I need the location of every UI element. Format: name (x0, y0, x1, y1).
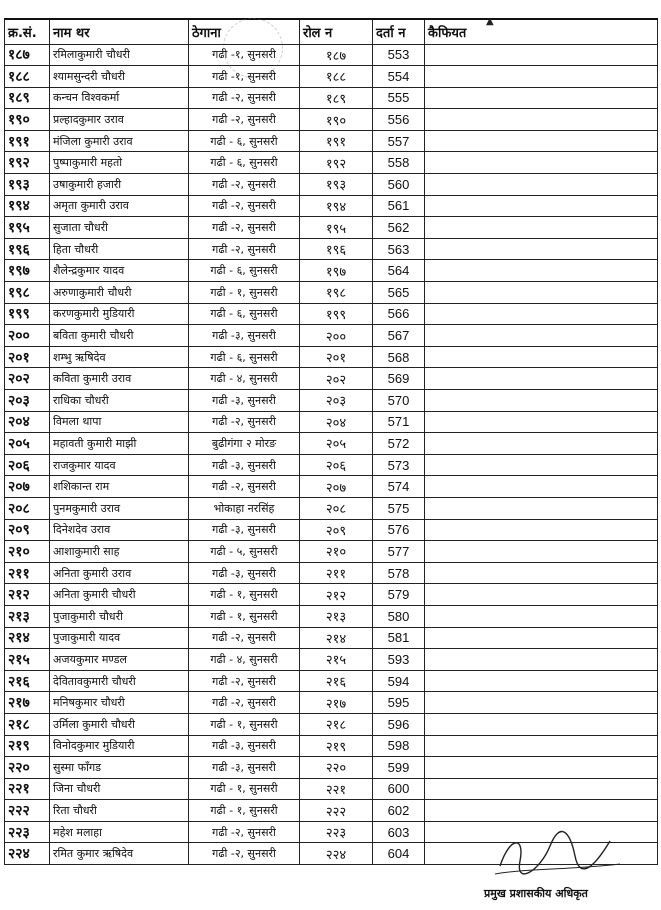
name-cell: रमित कुमार ऋषिदेव (50, 843, 189, 865)
header-registration-number: दर्ता न (373, 19, 425, 44)
serial-number-cell: २१२ (5, 584, 50, 606)
registration-number-cell: 567 (373, 325, 425, 347)
remarks-cell (425, 44, 658, 66)
roll-number-cell: २०४ (300, 411, 373, 433)
address-cell: गढी - १, सुनसरी (189, 778, 300, 800)
name-cell: बविता कुमारी चौधरी (50, 325, 189, 347)
address-cell: गढी -३, सुनसरी (189, 325, 300, 347)
registration-number-cell: 576 (373, 519, 425, 541)
table-row (5, 670, 658, 692)
name-cell: हिता चौधरी (50, 238, 189, 260)
registration-number-cell: 563 (373, 238, 425, 260)
roll-number-cell: १९५ (300, 217, 373, 239)
serial-number-cell: १९३ (5, 174, 50, 196)
registration-number-cell: 569 (373, 368, 425, 390)
serial-number-cell: २०४ (5, 411, 50, 433)
serial-number-cell: २१४ (5, 627, 50, 649)
roll-number-cell: १९४ (300, 195, 373, 217)
serial-number-cell: २०० (5, 325, 50, 347)
roll-number-cell: २१८ (300, 713, 373, 735)
registration-number-cell: 564 (373, 260, 425, 282)
remarks-cell (425, 627, 658, 649)
roll-number-cell: २१७ (300, 692, 373, 714)
table-row (5, 454, 658, 476)
registration-number-cell: 603 (373, 821, 425, 843)
table-row (5, 843, 658, 865)
serial-number-cell: २२४ (5, 843, 50, 865)
address-cell: गढी -२, सुनसरी (189, 195, 300, 217)
registration-number-cell: 596 (373, 713, 425, 735)
address-cell: गढी -२, सुनसरी (189, 670, 300, 692)
name-cell: शैलेन्द्रकुमार यादव (50, 260, 189, 282)
table-header-row (5, 19, 658, 44)
remarks-cell (425, 87, 658, 109)
serial-number-cell: १९४ (5, 195, 50, 217)
registration-number-cell: 594 (373, 670, 425, 692)
name-cell: रिता चौधरी (50, 800, 189, 822)
table-row (5, 217, 658, 239)
remarks-cell (425, 282, 658, 304)
name-cell: करणकुमारी मुडियारी (50, 303, 189, 325)
name-cell: देवितावकुमारी चौधरी (50, 670, 189, 692)
address-cell: गढी - ६, सुनसरी (189, 152, 300, 174)
table-row (5, 325, 658, 347)
serial-number-cell: १९५ (5, 217, 50, 239)
remarks-cell (425, 174, 658, 196)
roll-number-cell: २१४ (300, 627, 373, 649)
table-row (5, 368, 658, 390)
remarks-cell (425, 605, 658, 627)
roll-number-cell: २०१ (300, 346, 373, 368)
serial-number-cell: २११ (5, 562, 50, 584)
registration-number-cell: 571 (373, 411, 425, 433)
remarks-cell (425, 238, 658, 260)
serial-number-cell: १९० (5, 109, 50, 131)
remarks-cell (425, 368, 658, 390)
name-cell: अनिता कुमारी चौधरी (50, 584, 189, 606)
remarks-cell (425, 476, 658, 498)
roll-number-cell: २०९ (300, 519, 373, 541)
table-row (5, 390, 658, 412)
serial-number-cell: १९७ (5, 260, 50, 282)
registration-number-cell: 554 (373, 66, 425, 88)
serial-number-cell: १८९ (5, 87, 50, 109)
remarks-cell (425, 649, 658, 671)
address-cell: गढी -२, सुनसरी (189, 411, 300, 433)
registration-number-cell: 578 (373, 562, 425, 584)
table-row (5, 260, 658, 282)
header-serial-number: क्र.सं. (5, 19, 50, 44)
serial-number-cell: २०२ (5, 368, 50, 390)
remarks-cell (425, 325, 658, 347)
address-cell: गढी -१, सुनसरी (189, 66, 300, 88)
registration-number-cell: 572 (373, 433, 425, 455)
serial-number-cell: २१५ (5, 649, 50, 671)
table-row (5, 541, 658, 563)
remarks-cell (425, 433, 658, 455)
name-cell: राधिका चौधरी (50, 390, 189, 412)
header-address: ठेगाना (189, 19, 300, 44)
name-cell: अनिता कुमारी उराव (50, 562, 189, 584)
officer-title: प्रमुख प्रशासकीय अधिकृत (484, 887, 588, 900)
table-row (5, 735, 658, 757)
remarks-cell (425, 670, 658, 692)
registration-number-cell: 570 (373, 390, 425, 412)
roll-number-cell: २०० (300, 325, 373, 347)
remarks-cell (425, 390, 658, 412)
remarks-cell (425, 519, 658, 541)
registration-number-cell: 580 (373, 605, 425, 627)
address-cell: गढी - १, सुनसरी (189, 713, 300, 735)
serial-number-cell: २०३ (5, 390, 50, 412)
remarks-cell (425, 195, 658, 217)
name-cell: शशिकान्त राम (50, 476, 189, 498)
registration-number-cell: 598 (373, 735, 425, 757)
registration-number-cell: 579 (373, 584, 425, 606)
name-cell: पुनमकुमारी उराव (50, 497, 189, 519)
registration-number-cell: 593 (373, 649, 425, 671)
roll-number-cell: २१९ (300, 735, 373, 757)
table-row (5, 130, 658, 152)
name-cell: महेश मलाहा (50, 821, 189, 843)
address-cell: गढी - ४, सुनसरी (189, 649, 300, 671)
roll-number-cell: १९३ (300, 174, 373, 196)
table-row (5, 152, 658, 174)
table-row (5, 44, 658, 66)
table-row (5, 713, 658, 735)
name-cell: श्यामसुन्दरी चौधरी (50, 66, 189, 88)
address-cell: गढी -३, सुनसरी (189, 757, 300, 779)
serial-number-cell: १९२ (5, 152, 50, 174)
address-cell: गढी - १, सुनसरी (189, 282, 300, 304)
roll-number-cell: २१० (300, 541, 373, 563)
remarks-cell (425, 260, 658, 282)
address-cell: गढी -२, सुनसरी (189, 174, 300, 196)
serial-number-cell: २१८ (5, 713, 50, 735)
roll-number-cell: २१३ (300, 605, 373, 627)
remarks-cell (425, 757, 658, 779)
table-row (5, 66, 658, 88)
registration-number-cell: 600 (373, 778, 425, 800)
name-cell: विनोदकुमार मुडियारी (50, 735, 189, 757)
table-row (5, 821, 658, 843)
roll-number-cell: २०७ (300, 476, 373, 498)
roll-number-cell: २२३ (300, 821, 373, 843)
address-cell: गढी -३, सुनसरी (189, 390, 300, 412)
registration-number-cell: 558 (373, 152, 425, 174)
header-name: नाम थर (50, 19, 189, 44)
roll-number-cell: २०३ (300, 390, 373, 412)
roll-number-cell: २२० (300, 757, 373, 779)
remarks-cell (425, 411, 658, 433)
remarks-cell (425, 109, 658, 131)
table-row (5, 757, 658, 779)
table-row (5, 87, 658, 109)
name-cell: महावती कुमारी माझी (50, 433, 189, 455)
registration-number-cell: 556 (373, 109, 425, 131)
table-row (5, 627, 658, 649)
name-cell: मंजिला कुमारी उराव (50, 130, 189, 152)
registration-number-cell: 562 (373, 217, 425, 239)
registration-number-cell: 566 (373, 303, 425, 325)
remarks-cell (425, 735, 658, 757)
address-cell: गढी -२, सुनसरी (189, 627, 300, 649)
roll-number-cell: २११ (300, 562, 373, 584)
table-row (5, 584, 658, 606)
address-cell: गढी - १, सुनसरी (189, 584, 300, 606)
serial-number-cell: २१७ (5, 692, 50, 714)
roll-number-cell: १८८ (300, 66, 373, 88)
registration-number-cell: 573 (373, 454, 425, 476)
roll-number-cell: २१२ (300, 584, 373, 606)
serial-number-cell: २०६ (5, 454, 50, 476)
name-cell: शम्भु ऋषिदेव (50, 346, 189, 368)
serial-number-cell: २१३ (5, 605, 50, 627)
roll-number-cell: २२२ (300, 800, 373, 822)
table-row (5, 282, 658, 304)
serial-number-cell: १९१ (5, 130, 50, 152)
table-row (5, 519, 658, 541)
remarks-cell (425, 541, 658, 563)
header-roll-number: रोल न (300, 19, 373, 44)
table-row (5, 692, 658, 714)
remarks-cell (425, 692, 658, 714)
serial-number-cell: २०१ (5, 346, 50, 368)
roll-number-cell: २१६ (300, 670, 373, 692)
header-mark: ▲ (486, 16, 494, 27)
roll-number-cell: १९६ (300, 238, 373, 260)
address-cell: गढी -२, सुनसरी (189, 217, 300, 239)
remarks-cell (425, 584, 658, 606)
roll-number-cell: २२१ (300, 778, 373, 800)
remarks-cell (425, 821, 658, 843)
registration-number-cell: 575 (373, 497, 425, 519)
table-row (5, 109, 658, 131)
table-row (5, 346, 658, 368)
registration-number-cell: 568 (373, 346, 425, 368)
remarks-cell (425, 152, 658, 174)
remarks-cell (425, 562, 658, 584)
address-cell: भोकाहा नरसिंह (189, 497, 300, 519)
name-cell: सुस्मा फाँगड (50, 757, 189, 779)
registration-number-cell: 555 (373, 87, 425, 109)
table-row (5, 195, 658, 217)
serial-number-cell: २२० (5, 757, 50, 779)
address-cell: गढी -२, सुनसरी (189, 238, 300, 260)
address-cell: गढी -२, सुनसरी (189, 476, 300, 498)
roll-number-cell: २०५ (300, 433, 373, 455)
roll-number-cell: २०२ (300, 368, 373, 390)
name-cell: पुष्पाकुमारी महतो (50, 152, 189, 174)
registration-number-cell: 604 (373, 843, 425, 865)
registration-number-cell: 574 (373, 476, 425, 498)
name-cell: जिना चौधरी (50, 778, 189, 800)
remarks-cell (425, 346, 658, 368)
address-cell: गढी -२, सुनसरी (189, 692, 300, 714)
serial-number-cell: १८८ (5, 66, 50, 88)
remarks-cell (425, 217, 658, 239)
table-row (5, 238, 658, 260)
serial-number-cell: २०७ (5, 476, 50, 498)
address-cell: गढी - ५, सुनसरी (189, 541, 300, 563)
registration-number-cell: 595 (373, 692, 425, 714)
serial-number-cell: १९६ (5, 238, 50, 260)
registration-number-cell: 565 (373, 282, 425, 304)
registration-number-cell: 581 (373, 627, 425, 649)
table-row (5, 562, 658, 584)
address-cell: गढी - ४, सुनसरी (189, 368, 300, 390)
registration-number-cell: 577 (373, 541, 425, 563)
serial-number-cell: २२३ (5, 821, 50, 843)
name-cell: अजयकुमार मण्डल (50, 649, 189, 671)
serial-number-cell: १९९ (5, 303, 50, 325)
serial-number-cell: २२१ (5, 778, 50, 800)
table-row (5, 433, 658, 455)
name-cell: प्रल्हादकुमार उराव (50, 109, 189, 131)
remarks-cell (425, 800, 658, 822)
address-cell: गढी - १, सुनसरी (189, 800, 300, 822)
serial-number-cell: २१६ (5, 670, 50, 692)
address-cell: गढी -२, सुनसरी (189, 821, 300, 843)
address-cell: गढी -३, सुनसरी (189, 562, 300, 584)
serial-number-cell: २०५ (5, 433, 50, 455)
registration-number-cell: 557 (373, 130, 425, 152)
roll-number-cell: २१५ (300, 649, 373, 671)
address-cell: गढी - ६, सुनसरी (189, 260, 300, 282)
roll-number-cell: १९२ (300, 152, 373, 174)
name-cell: रमिलाकुमारी चौधरी (50, 44, 189, 66)
remarks-cell (425, 497, 658, 519)
address-cell: गढी -१, सुनसरी (189, 44, 300, 66)
registration-number-cell: 599 (373, 757, 425, 779)
name-cell: कन्चन विश्वकर्मा (50, 87, 189, 109)
name-cell: राजकुमार यादव (50, 454, 189, 476)
serial-number-cell: २१९ (5, 735, 50, 757)
table-row (5, 497, 658, 519)
roll-number-cell: १९० (300, 109, 373, 131)
roll-number-cell: १८७ (300, 44, 373, 66)
registration-number-cell: 602 (373, 800, 425, 822)
table-row (5, 605, 658, 627)
address-cell: गढी - ६, सुनसरी (189, 303, 300, 325)
name-cell: कविता कुमारी उराव (50, 368, 189, 390)
header-remarks: कैफियत (425, 19, 658, 44)
serial-number-cell: २२२ (5, 800, 50, 822)
remarks-cell (425, 303, 658, 325)
address-cell: गढी -२, सुनसरी (189, 87, 300, 109)
registration-number-cell: 560 (373, 174, 425, 196)
name-cell: मनिषकुमार चौधरी (50, 692, 189, 714)
roll-number-cell: १९९ (300, 303, 373, 325)
name-cell: पुजाकुमारी यादव (50, 627, 189, 649)
address-cell: गढी - ६, सुनसरी (189, 346, 300, 368)
serial-number-cell: २०९ (5, 519, 50, 541)
remarks-cell (425, 66, 658, 88)
name-cell: उषाकुमारी हजारी (50, 174, 189, 196)
name-cell: अमृता कुमारी उराव (50, 195, 189, 217)
table-row (5, 649, 658, 671)
roll-number-cell: २०६ (300, 454, 373, 476)
address-cell: गढी - ६, सुनसरी (189, 130, 300, 152)
serial-number-cell: २०८ (5, 497, 50, 519)
table-row (5, 476, 658, 498)
table-row (5, 778, 658, 800)
name-cell: आशाकुमारी साह (50, 541, 189, 563)
address-cell: गढी - १, सुनसरी (189, 605, 300, 627)
name-cell: विमला थापा (50, 411, 189, 433)
remarks-cell (425, 713, 658, 735)
address-cell: बुढीगंगा २ मोरङ (189, 433, 300, 455)
address-cell: गढी -२, सुनसरी (189, 109, 300, 131)
name-cell: अरुणाकुमारी चौधरी (50, 282, 189, 304)
address-cell: गढी -३, सुनसरी (189, 454, 300, 476)
remarks-cell (425, 778, 658, 800)
table-row (5, 800, 658, 822)
serial-number-cell: २१० (5, 541, 50, 563)
roll-number-cell: २२४ (300, 843, 373, 865)
name-cell: पुजाकुमारी चौधरी (50, 605, 189, 627)
table-row (5, 411, 658, 433)
roll-number-cell: १९८ (300, 282, 373, 304)
applicant-table (4, 18, 658, 865)
name-cell: उर्मिला कुमारी चौधरी (50, 713, 189, 735)
roll-number-cell: १८९ (300, 87, 373, 109)
registration-number-cell: 561 (373, 195, 425, 217)
remarks-cell (425, 454, 658, 476)
table-row (5, 303, 658, 325)
serial-number-cell: १९८ (5, 282, 50, 304)
remarks-cell (425, 843, 658, 865)
serial-number-cell: १८७ (5, 44, 50, 66)
roll-number-cell: २०८ (300, 497, 373, 519)
address-cell: गढी -३, सुनसरी (189, 519, 300, 541)
name-cell: दिनेशदेव उराव (50, 519, 189, 541)
table-row (5, 174, 658, 196)
remarks-cell (425, 130, 658, 152)
roll-number-cell: १९७ (300, 260, 373, 282)
roll-number-cell: १९१ (300, 130, 373, 152)
address-cell: गढी -२, सुनसरी (189, 843, 300, 865)
name-cell: सुजाता चौधरी (50, 217, 189, 239)
address-cell: गढी -३, सुनसरी (189, 735, 300, 757)
registration-number-cell: 553 (373, 44, 425, 66)
